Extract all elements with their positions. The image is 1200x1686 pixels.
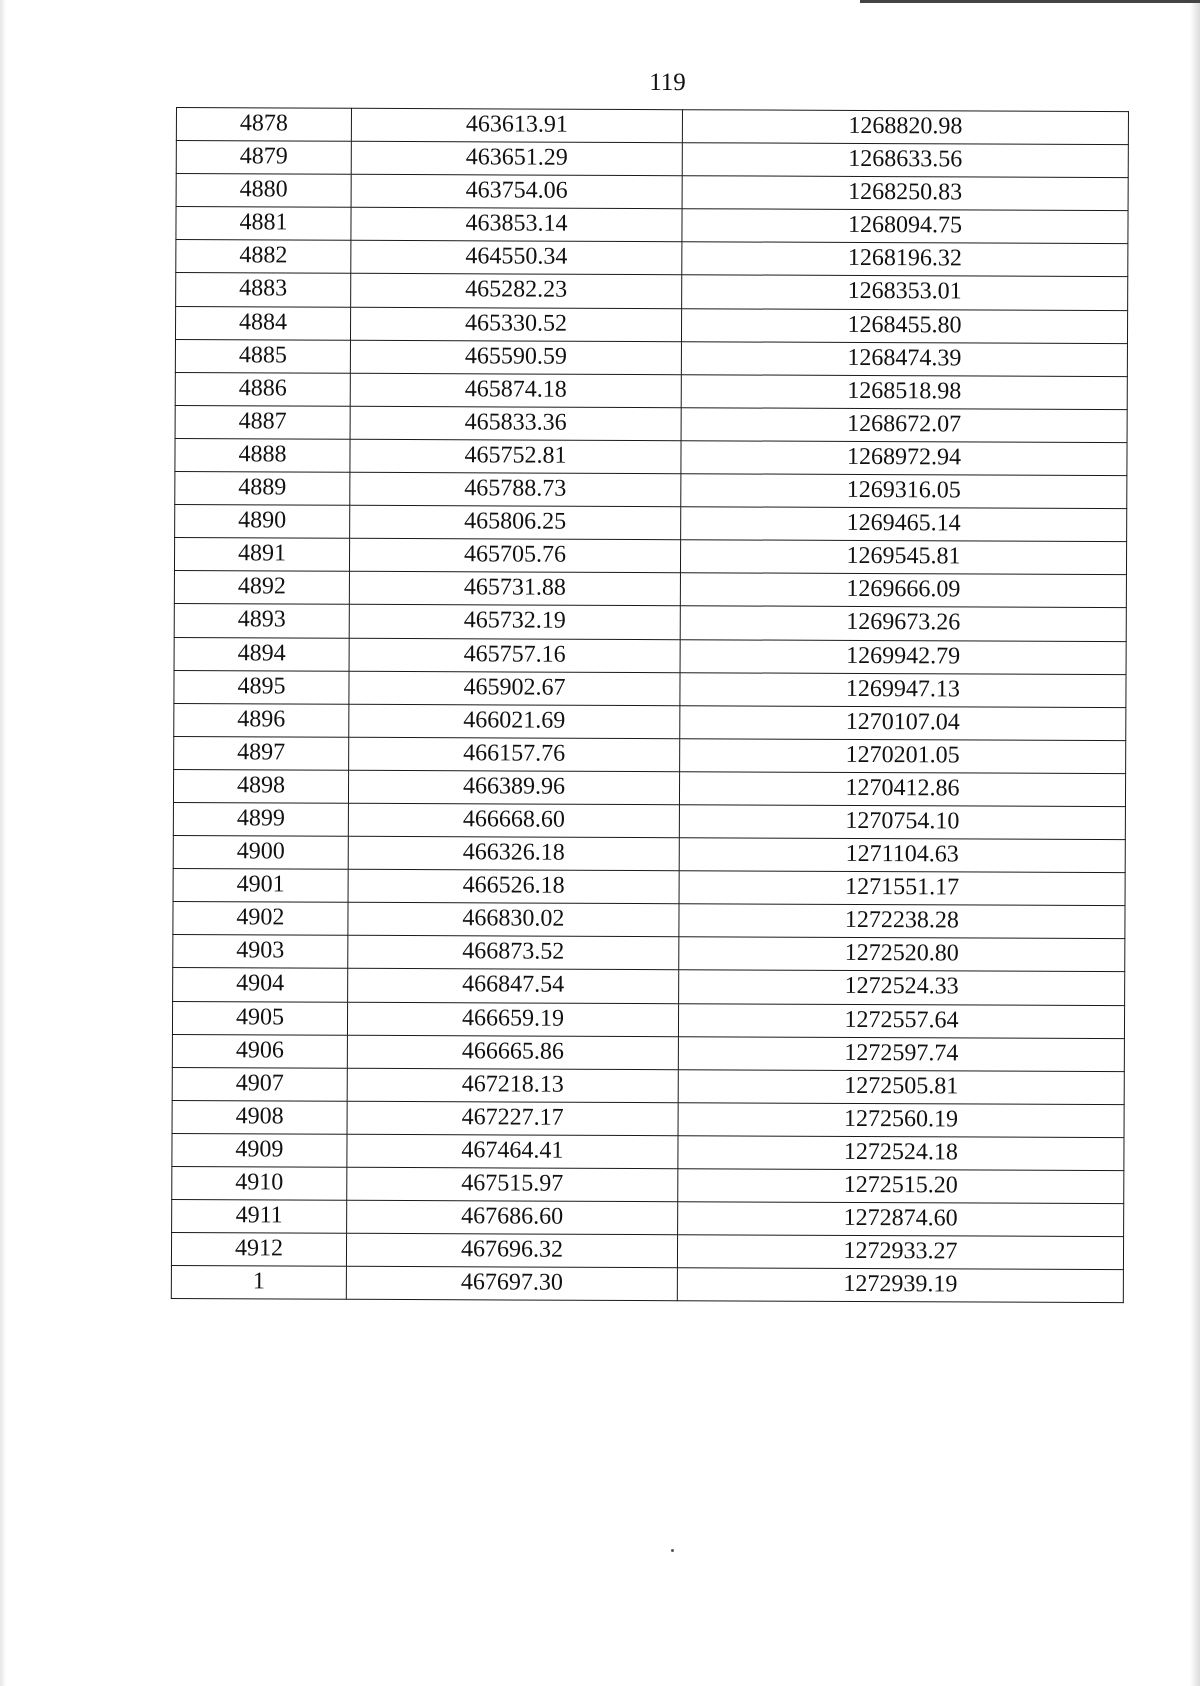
y-coordinate-cell: 1268455.80 <box>681 308 1127 343</box>
table-row <box>176 273 1128 310</box>
point-number-cell: 4897 <box>174 736 349 770</box>
page-edge-left <box>0 0 6 1686</box>
y-coordinate-cell: 1270201.05 <box>680 738 1126 773</box>
x-coordinate-cell: 465752.81 <box>350 439 681 474</box>
point-number-cell: 4912 <box>171 1233 346 1267</box>
table-row <box>172 1001 1124 1038</box>
y-coordinate-cell: 1269947.13 <box>680 672 1126 707</box>
table-row <box>174 538 1126 575</box>
y-coordinate-cell: 1269316.05 <box>681 474 1127 509</box>
x-coordinate-cell: 466830.02 <box>348 903 679 938</box>
y-coordinate-cell: 1272524.18 <box>678 1136 1124 1171</box>
x-coordinate-cell: 467515.97 <box>347 1167 678 1202</box>
table-row <box>176 240 1128 277</box>
point-number-cell: 4882 <box>176 240 351 274</box>
table-row <box>175 339 1127 376</box>
point-number-cell: 4893 <box>174 604 349 638</box>
x-coordinate-cell: 465732.19 <box>349 605 680 640</box>
x-coordinate-cell: 465788.73 <box>350 472 681 507</box>
y-coordinate-cell: 1269545.81 <box>680 540 1126 575</box>
point-number-cell: 4892 <box>174 571 349 605</box>
x-coordinate-cell: 466659.19 <box>347 1002 678 1037</box>
point-number-cell: 4908 <box>172 1100 347 1134</box>
x-coordinate-cell: 466526.18 <box>348 869 679 904</box>
x-coordinate-cell: 465705.76 <box>349 538 680 573</box>
table-row <box>172 1166 1124 1203</box>
table-row <box>173 902 1125 939</box>
point-number-cell: 4903 <box>173 935 348 969</box>
y-coordinate-cell: 1272933.27 <box>677 1235 1123 1270</box>
point-number-cell: 4910 <box>172 1166 347 1200</box>
x-coordinate-cell: 463613.91 <box>351 108 682 143</box>
table-row <box>172 1067 1124 1104</box>
point-number-cell: 4896 <box>174 703 349 737</box>
table-row <box>173 869 1125 906</box>
table-row <box>173 968 1125 1005</box>
x-coordinate-cell: 465757.16 <box>349 638 680 673</box>
y-coordinate-cell: 1272874.60 <box>678 1202 1124 1237</box>
y-coordinate-cell: 1270107.04 <box>680 705 1126 740</box>
table-row <box>171 1266 1123 1303</box>
y-coordinate-cell: 1268820.98 <box>682 110 1128 145</box>
y-coordinate-cell: 1268972.94 <box>681 441 1127 476</box>
y-coordinate-cell: 1272560.19 <box>678 1103 1124 1138</box>
point-number-cell: 4902 <box>173 902 348 936</box>
point-number-cell: 4899 <box>173 802 348 836</box>
table-row <box>174 571 1126 608</box>
table-row <box>175 505 1127 542</box>
table-row <box>172 1133 1124 1170</box>
x-coordinate-cell: 467227.17 <box>347 1101 678 1136</box>
y-coordinate-cell: 1272515.20 <box>678 1169 1124 1204</box>
y-coordinate-cell: 1270754.10 <box>679 805 1125 840</box>
table-row <box>176 174 1128 211</box>
y-coordinate-cell: 1272505.81 <box>678 1069 1124 1104</box>
point-number-cell: 4895 <box>174 670 349 704</box>
x-coordinate-cell: 466665.86 <box>347 1035 678 1070</box>
point-number-cell: 4886 <box>175 372 350 406</box>
table-row <box>175 405 1127 442</box>
point-number-cell: 4890 <box>175 505 350 539</box>
y-coordinate-cell: 1272557.64 <box>678 1003 1124 1038</box>
point-number-cell: 4907 <box>172 1067 347 1101</box>
y-coordinate-cell: 1272524.33 <box>679 970 1125 1005</box>
scan-speck <box>671 1549 674 1552</box>
table-row <box>172 1034 1124 1071</box>
point-number-cell: 4885 <box>175 339 350 373</box>
page-number: 119 <box>649 69 686 96</box>
point-number-cell: 4900 <box>173 836 348 870</box>
x-coordinate-cell: 465902.67 <box>349 671 680 706</box>
x-coordinate-cell: 465330.52 <box>350 307 681 342</box>
x-coordinate-cell: 465590.59 <box>350 340 681 375</box>
y-coordinate-cell: 1272238.28 <box>679 904 1125 939</box>
x-coordinate-cell: 466668.60 <box>348 803 679 838</box>
x-coordinate-cell: 465731.88 <box>349 572 680 607</box>
x-coordinate-cell: 467686.60 <box>347 1200 678 1235</box>
x-coordinate-cell: 466326.18 <box>348 836 679 871</box>
point-number-cell: 4883 <box>176 273 351 307</box>
x-coordinate-cell: 463754.06 <box>351 174 682 209</box>
x-coordinate-cell: 465874.18 <box>350 373 681 408</box>
y-coordinate-cell: 1268474.39 <box>681 341 1127 376</box>
table-row <box>174 670 1126 707</box>
coordinates-table-body <box>171 108 1128 1304</box>
point-number-cell: 4898 <box>173 769 348 803</box>
page-edge-right <box>1190 0 1200 1686</box>
table-row <box>175 438 1127 475</box>
y-coordinate-cell: 1269673.26 <box>680 606 1126 641</box>
point-number-cell: 1 <box>171 1266 346 1300</box>
x-coordinate-cell: 463651.29 <box>351 141 682 176</box>
table-row <box>172 1200 1124 1237</box>
point-number-cell: 4901 <box>173 869 348 903</box>
x-coordinate-cell: 466389.96 <box>348 770 679 805</box>
y-coordinate-cell: 1272939.19 <box>677 1268 1123 1303</box>
x-coordinate-cell: 467696.32 <box>346 1233 677 1268</box>
point-number-cell: 4904 <box>173 968 348 1002</box>
top-rule <box>860 0 1200 3</box>
y-coordinate-cell: 1269942.79 <box>680 639 1126 674</box>
point-number-cell: 4880 <box>176 174 351 208</box>
x-coordinate-cell: 466157.76 <box>349 737 680 772</box>
point-number-cell: 4878 <box>176 108 351 142</box>
table-row <box>173 769 1125 806</box>
y-coordinate-cell: 1271104.63 <box>679 838 1125 873</box>
table-row <box>174 703 1126 740</box>
y-coordinate-cell: 1268094.75 <box>682 209 1128 244</box>
point-number-cell: 4889 <box>175 472 350 506</box>
point-number-cell: 4887 <box>175 405 350 439</box>
x-coordinate-cell: 465806.25 <box>350 505 681 540</box>
point-number-cell: 4906 <box>172 1034 347 1068</box>
point-number-cell: 4909 <box>172 1133 347 1167</box>
point-number-cell: 4888 <box>175 438 350 472</box>
x-coordinate-cell: 463853.14 <box>351 208 682 243</box>
x-coordinate-cell: 466021.69 <box>349 704 680 739</box>
table-row <box>176 141 1128 178</box>
x-coordinate-cell: 466873.52 <box>348 936 679 971</box>
table-row <box>174 604 1126 641</box>
y-coordinate-cell: 1268518.98 <box>681 374 1127 409</box>
table-row <box>175 472 1127 509</box>
table-row <box>171 1233 1123 1270</box>
point-number-cell: 4881 <box>176 207 351 241</box>
x-coordinate-cell: 467697.30 <box>346 1267 677 1302</box>
y-coordinate-cell: 1269465.14 <box>681 507 1127 542</box>
table-row <box>172 1100 1124 1137</box>
table-row <box>173 802 1125 839</box>
table-row <box>176 108 1128 145</box>
point-number-cell: 4891 <box>174 538 349 572</box>
x-coordinate-cell: 467218.13 <box>347 1068 678 1103</box>
y-coordinate-cell: 1268353.01 <box>682 275 1128 310</box>
x-coordinate-cell: 465282.23 <box>351 274 682 309</box>
y-coordinate-cell: 1268196.32 <box>682 242 1128 277</box>
y-coordinate-cell: 1268250.83 <box>682 176 1128 211</box>
y-coordinate-cell: 1270412.86 <box>679 772 1125 807</box>
table-row <box>174 637 1126 674</box>
table-row <box>173 935 1125 972</box>
x-coordinate-cell: 467464.41 <box>347 1134 678 1169</box>
x-coordinate-cell: 465833.36 <box>350 406 681 441</box>
coordinates-table <box>171 107 1129 1304</box>
y-coordinate-cell: 1269666.09 <box>680 573 1126 608</box>
table-row <box>176 207 1128 244</box>
y-coordinate-cell: 1272597.74 <box>678 1036 1124 1071</box>
table-row <box>173 836 1125 873</box>
x-coordinate-cell: 466847.54 <box>348 969 679 1004</box>
x-coordinate-cell: 464550.34 <box>351 241 682 276</box>
point-number-cell: 4894 <box>174 637 349 671</box>
point-number-cell: 4911 <box>172 1200 347 1234</box>
point-number-cell: 4879 <box>176 141 351 175</box>
point-number-cell: 4905 <box>172 1001 347 1035</box>
y-coordinate-cell: 1271551.17 <box>679 871 1125 906</box>
point-number-cell: 4884 <box>175 306 350 340</box>
y-coordinate-cell: 1268672.07 <box>681 408 1127 443</box>
y-coordinate-cell: 1268633.56 <box>682 143 1128 178</box>
table-row <box>175 306 1127 343</box>
table-row <box>174 736 1126 773</box>
table-row <box>175 372 1127 409</box>
y-coordinate-cell: 1272520.80 <box>679 937 1125 972</box>
